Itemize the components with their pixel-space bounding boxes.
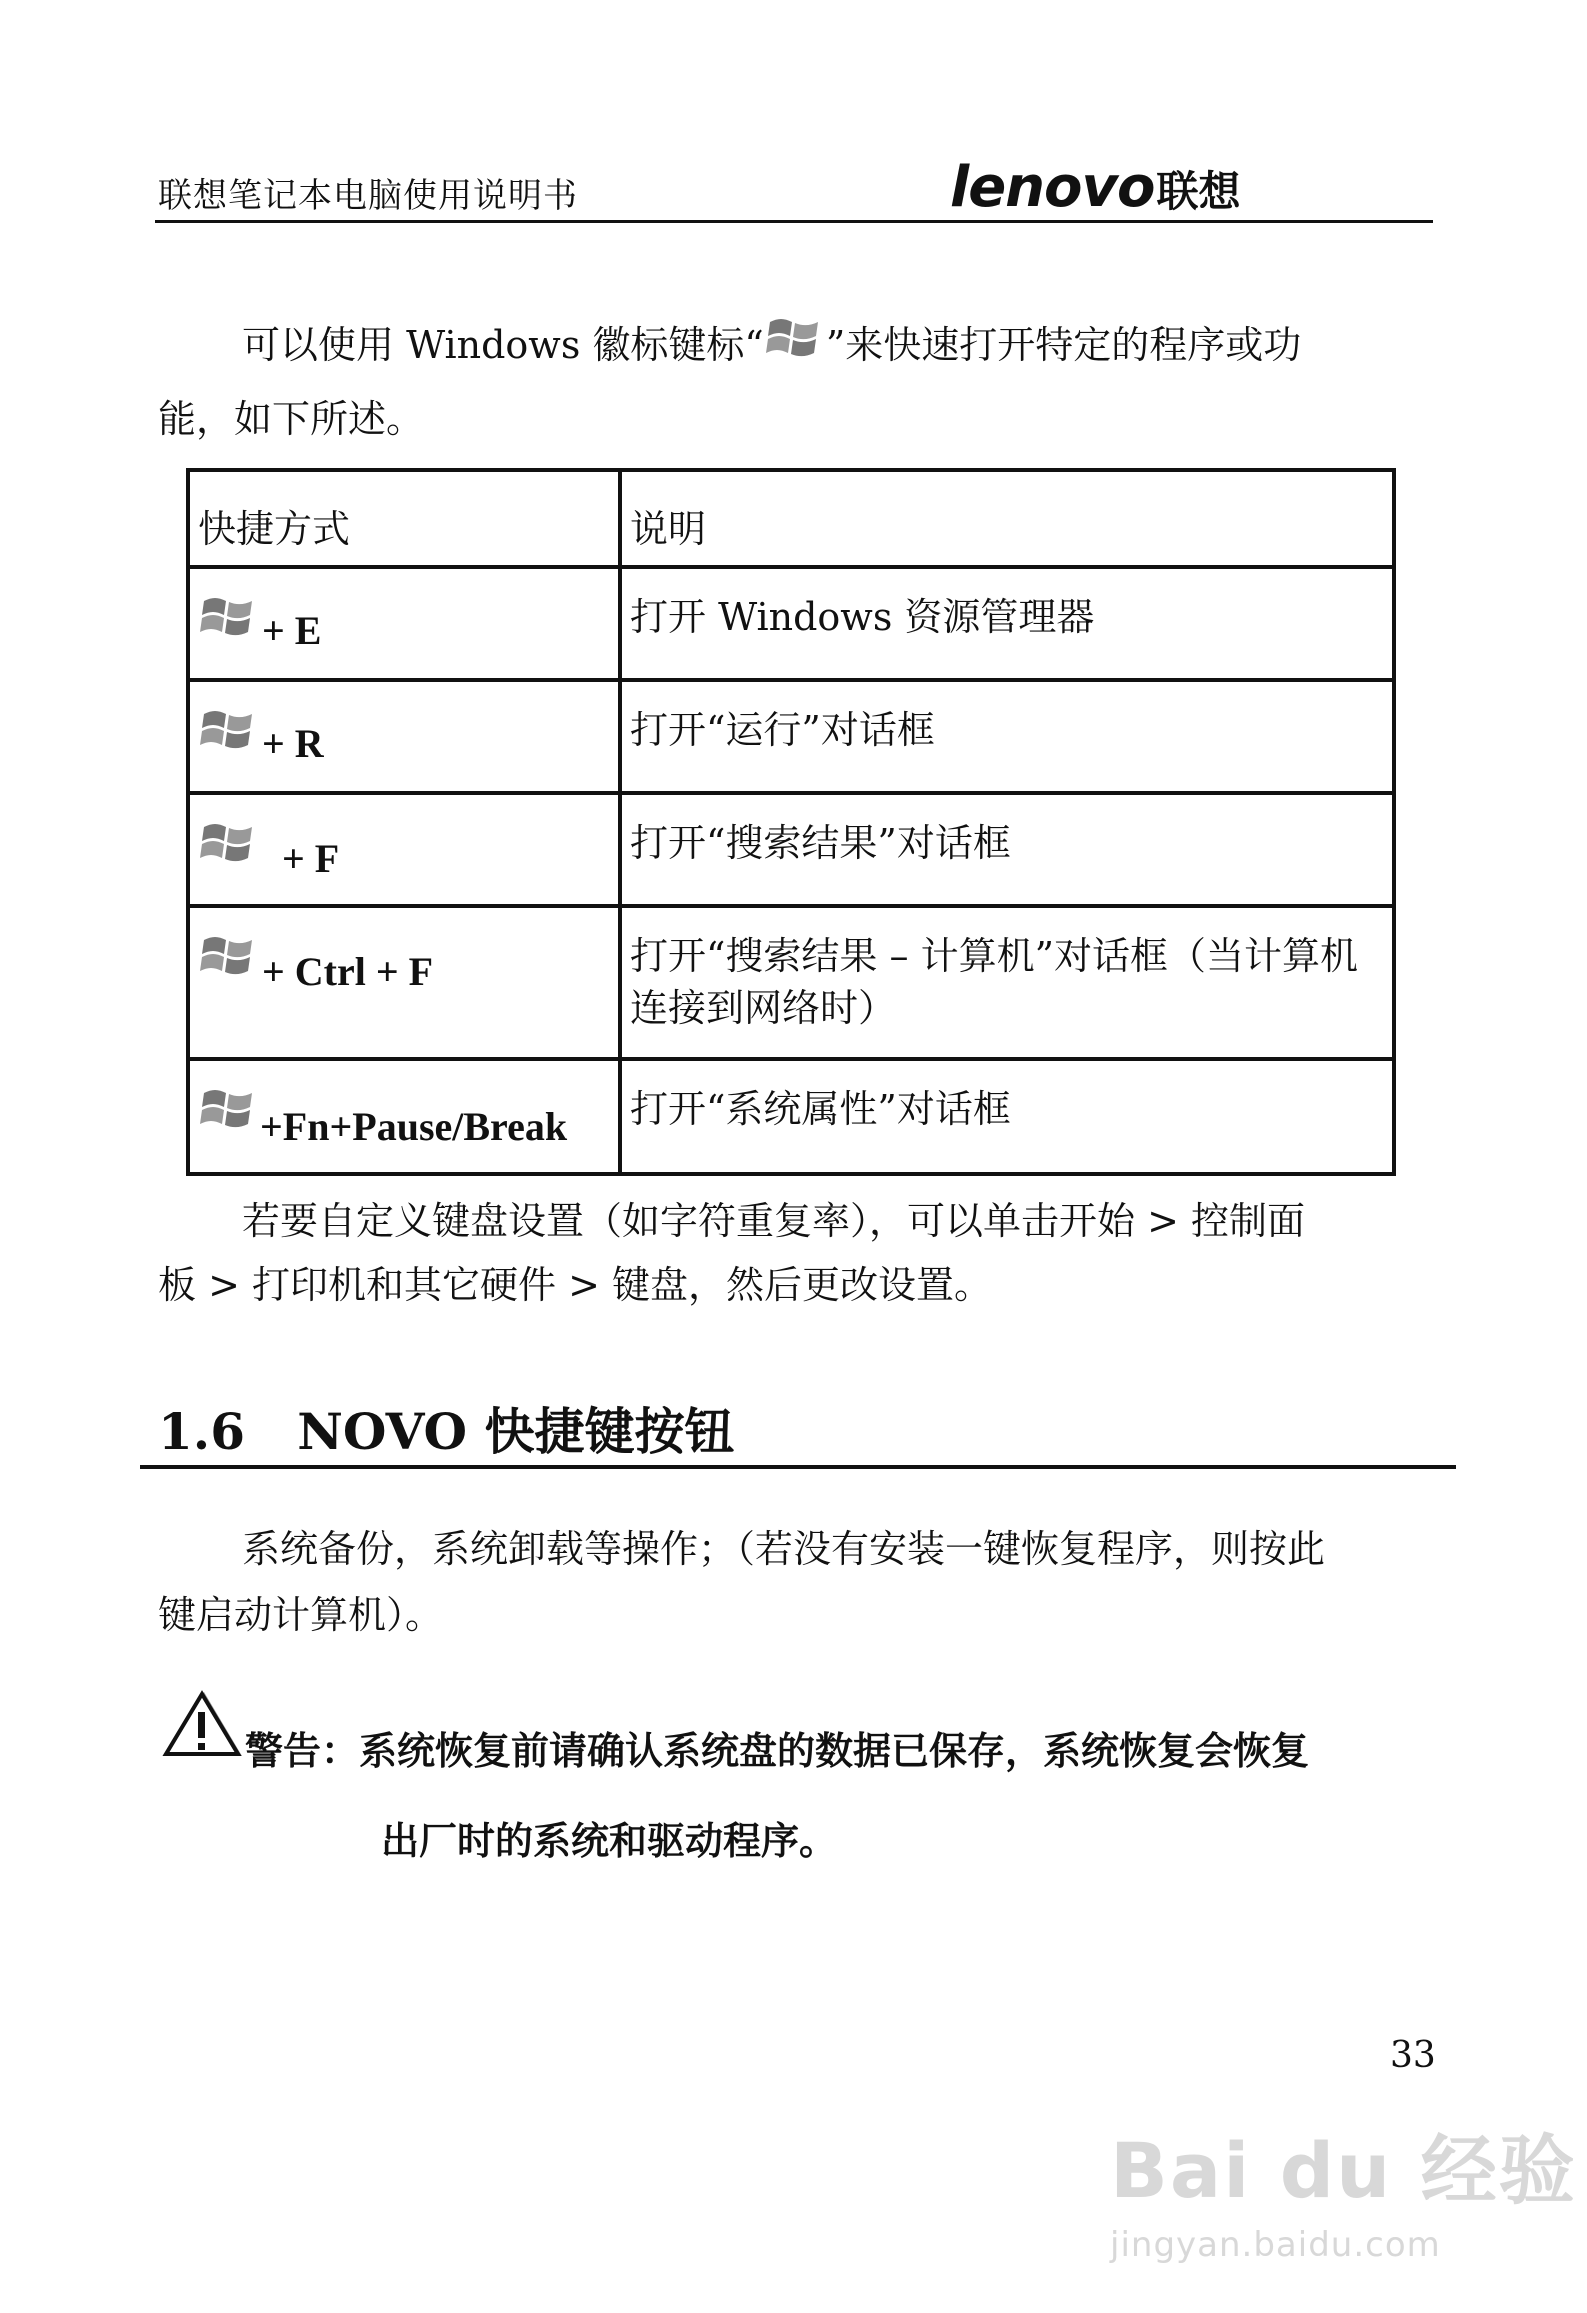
shortcut-description: 打开“运行”对话框 bbox=[630, 708, 935, 752]
header-rule bbox=[155, 220, 1433, 223]
section-para-line-1: 系统备份，系统卸载等操作；（若没有安装一键恢复程序，则按此 bbox=[242, 1527, 1326, 1571]
table-row bbox=[188, 793, 1394, 906]
windows-logo-icon bbox=[198, 591, 260, 650]
lenovo-logo bbox=[950, 155, 1241, 220]
windows-logo-icon bbox=[198, 1083, 260, 1142]
table-row bbox=[188, 906, 1394, 1059]
shortcut-key-label: + F bbox=[282, 836, 340, 881]
shortcut-key-label: + Ctrl + F bbox=[262, 949, 434, 994]
shortcut-key-label: +Fn+Pause/Break bbox=[260, 1104, 568, 1149]
windows-logo-icon bbox=[766, 312, 824, 368]
windows-logo-icon bbox=[198, 704, 260, 763]
intro-line-2: 能，如下所述。 bbox=[158, 397, 425, 441]
warning-line-1: 警告：系统恢复前请确认系统盘的数据已保存，系统恢复会恢复 bbox=[245, 1729, 1310, 1773]
custom-line-1: 若要自定义键盘设置（如字符重复率），可以单击开始 > 控制面 bbox=[242, 1199, 1306, 1243]
shortcut-description: 打开“系统属性”对话框 bbox=[630, 1087, 1011, 1131]
shortcut-table bbox=[186, 468, 1396, 1176]
section-title: 1.6 NOVO 快捷键按钮 bbox=[158, 1402, 735, 1461]
table-header-shortcut: 快捷方式 bbox=[198, 507, 351, 551]
warning-triangle-icon bbox=[160, 1688, 244, 1764]
baidu-watermark bbox=[1110, 2110, 1577, 2265]
intro-text-before-icon: 可以使用 Windows 徽标键标“ bbox=[242, 323, 764, 367]
table-header-description: 说明 bbox=[630, 507, 707, 551]
shortcut-key-label: + R bbox=[262, 721, 324, 766]
logo-wordmark: lenovo bbox=[950, 155, 1155, 220]
watermark-brand: Bai du 经验 bbox=[1110, 2126, 1577, 2215]
table-row bbox=[188, 1059, 1394, 1174]
table-row bbox=[188, 567, 1394, 680]
header-title: 联想笔记本电脑使用说明书 bbox=[158, 176, 578, 216]
intro-line-1 bbox=[242, 312, 1301, 368]
section-rule bbox=[140, 1465, 1456, 1469]
shortcut-key-label: + E bbox=[262, 608, 322, 653]
shortcut-description: 打开“搜索结果”对话框 bbox=[630, 821, 1011, 865]
custom-line-2: 板 > 打印机和其它硬件 > 键盘，然后更改设置。 bbox=[158, 1263, 992, 1307]
shortcut-description: 打开“搜索结果 – 计算机”对话框（当计算机连接到网络时） bbox=[630, 934, 1359, 1030]
shortcut-description: 打开 Windows 资源管理器 bbox=[630, 595, 1095, 639]
table-row bbox=[188, 680, 1394, 793]
section-para-line-2: 键启动计算机）。 bbox=[158, 1593, 444, 1637]
warning-line-2: 出厂时的系统和驱动程序。 bbox=[381, 1819, 838, 1863]
table-header-row bbox=[188, 470, 1394, 567]
intro-text-after-icon: ”来快速打开特定的程序或功 bbox=[825, 323, 1302, 367]
windows-logo-icon bbox=[198, 930, 260, 989]
windows-logo-icon bbox=[198, 817, 260, 876]
watermark-url: jingyan.baidu.com bbox=[1110, 2225, 1441, 2265]
logo-chinese: 联想 bbox=[1156, 167, 1241, 216]
page-number: 33 bbox=[1390, 2035, 1436, 2076]
